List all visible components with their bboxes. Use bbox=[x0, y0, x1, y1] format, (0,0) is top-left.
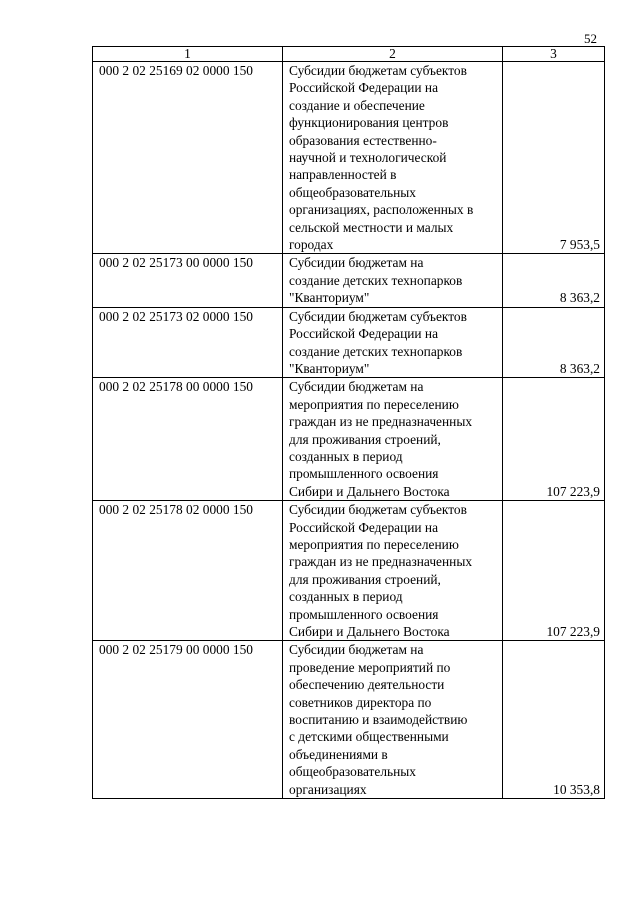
revenue-name-line: Субсидии бюджетам на bbox=[289, 642, 424, 658]
revenue-name-line: направленностей в bbox=[289, 167, 397, 183]
revenue-name-line: создание и обеспечение bbox=[289, 97, 425, 113]
amount-value: 107 223,9 bbox=[503, 501, 605, 641]
revenue-name-line: Субсидии бюджетам на bbox=[289, 255, 424, 271]
revenue-name-line: Субсидии бюджетам на bbox=[289, 379, 424, 395]
revenue-name-line: общеобразовательных bbox=[289, 184, 417, 200]
column-header-2: 2 bbox=[283, 47, 503, 62]
revenue-name-line: созданных в период bbox=[289, 589, 403, 605]
revenue-name-line: Российской Федерации на bbox=[289, 326, 439, 342]
revenue-name-line: объединениями в bbox=[289, 746, 388, 762]
revenue-name-line: проведение мероприятий по bbox=[289, 659, 451, 675]
revenue-name-line: городах bbox=[289, 237, 334, 253]
revenue-name-line: Субсидии бюджетам субъектов bbox=[289, 502, 467, 518]
classification-code: 000 2 02 25173 00 0000 150 bbox=[93, 254, 283, 307]
table-row bbox=[93, 307, 605, 378]
revenue-name-line: Сибири и Дальнего Востока bbox=[289, 483, 450, 499]
amount-value: 8 363,2 bbox=[503, 307, 605, 378]
revenue-name-line: образования естественно- bbox=[289, 132, 437, 148]
revenue-name-line: с детскими общественными bbox=[289, 729, 449, 745]
table-row bbox=[93, 378, 605, 501]
revenue-name-line: созданных в период bbox=[289, 448, 403, 464]
table-row bbox=[93, 641, 605, 799]
revenue-name-line: "Кванториум" bbox=[289, 290, 370, 306]
revenue-name-line: советников директора по bbox=[289, 694, 432, 710]
revenue-name-line: Российской Федерации на bbox=[289, 519, 439, 535]
table-row bbox=[93, 254, 605, 307]
revenue-name bbox=[283, 307, 503, 378]
revenue-name-line: для проживания строений, bbox=[289, 431, 441, 447]
revenue-name-line: функционирования центров bbox=[289, 115, 449, 131]
revenue-name-line: мероприятия по переселению bbox=[289, 536, 459, 552]
revenue-name-line: граждан из не предназначенных bbox=[289, 414, 473, 430]
classification-code: 000 2 02 25178 00 0000 150 bbox=[93, 378, 283, 501]
revenue-name bbox=[283, 62, 503, 254]
revenue-name-line: создание детских технопарков bbox=[289, 272, 463, 288]
table-row bbox=[93, 62, 605, 254]
revenue-name-line: обеспечению деятельности bbox=[289, 677, 445, 693]
revenue-name-line: общеобразовательных bbox=[289, 764, 417, 780]
amount-value: 107 223,9 bbox=[503, 378, 605, 501]
revenue-name-line: промышленного освоения bbox=[289, 466, 439, 482]
amount-value: 10 353,8 bbox=[503, 641, 605, 799]
revenue-name-line: организациях bbox=[289, 781, 367, 797]
column-header-1: 1 bbox=[93, 47, 283, 62]
revenue-name-line: сельской местности и малых bbox=[289, 219, 454, 235]
table-row bbox=[93, 501, 605, 641]
revenue-name-line: Субсидии бюджетам субъектов bbox=[289, 308, 467, 324]
revenue-name-line: Субсидии бюджетам субъектов bbox=[289, 63, 467, 78]
revenue-name-line: граждан из не предназначенных bbox=[289, 554, 473, 570]
revenue-name-line: Сибири и Дальнего Востока bbox=[289, 624, 450, 639]
page-number: 52 bbox=[584, 31, 597, 46]
amount-value: 8 363,2 bbox=[503, 254, 605, 307]
revenue-name-line: воспитанию и взаимодействию bbox=[289, 712, 468, 728]
classification-code: 000 2 02 25179 00 0000 150 bbox=[93, 641, 283, 799]
revenue-name-line: промышленного освоения bbox=[289, 606, 439, 622]
revenue-name-line: создание детских технопарков bbox=[289, 343, 463, 359]
revenue-name-line: "Кванториум" bbox=[289, 360, 370, 376]
header-row bbox=[93, 47, 605, 62]
budget-table bbox=[92, 46, 605, 799]
table-body bbox=[93, 62, 605, 799]
revenue-name bbox=[283, 378, 503, 501]
column-header-3: 3 bbox=[503, 47, 605, 62]
classification-code: 000 2 02 25178 02 0000 150 bbox=[93, 501, 283, 641]
revenue-name bbox=[283, 254, 503, 307]
revenue-name-line: для проживания строений, bbox=[289, 571, 441, 587]
classification-code: 000 2 02 25169 02 0000 150 bbox=[93, 62, 283, 254]
revenue-name-line: Российской Федерации на bbox=[289, 80, 439, 96]
revenue-name bbox=[283, 501, 503, 641]
revenue-name-line: мероприятия по переселению bbox=[289, 396, 459, 412]
revenue-name-line: организациях, расположенных в bbox=[289, 202, 474, 218]
revenue-name bbox=[283, 641, 503, 799]
revenue-name-line: научной и технологической bbox=[289, 150, 447, 166]
classification-code: 000 2 02 25173 02 0000 150 bbox=[93, 307, 283, 378]
amount-value: 7 953,5 bbox=[503, 62, 605, 254]
